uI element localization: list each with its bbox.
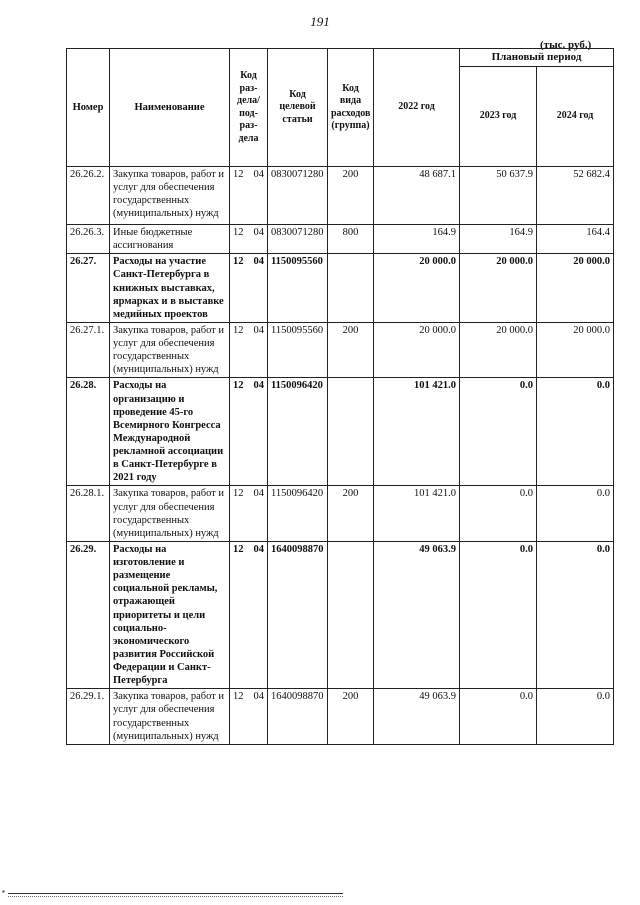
row-type-code: 200 (328, 689, 374, 745)
section-code: 12 (233, 380, 244, 392)
table-row (67, 225, 614, 254)
header-row-top (67, 49, 614, 67)
section-code: 12 (233, 169, 244, 180)
row-number: 26.26.2. (67, 167, 110, 225)
row-target-code: 1150096420 (268, 378, 328, 486)
row-2023: 0.0 (460, 486, 537, 542)
row-section-code (230, 689, 268, 745)
subsection-code: 04 (253, 691, 264, 703)
header-planned-period: Плановый период (460, 49, 614, 67)
subsection-code: 04 (253, 324, 264, 336)
table-body (67, 167, 614, 745)
row-2022: 20 000.0 (374, 254, 460, 323)
row-target-code: 1150095560 (268, 254, 328, 323)
row-2022: 164.9 (374, 225, 460, 254)
table-row (67, 486, 614, 542)
section-code: 12 (233, 256, 244, 268)
row-section-code (230, 167, 268, 225)
row-2022: 101 421.0 (374, 486, 460, 542)
row-section-code (230, 322, 268, 378)
row-2024: 0.0 (537, 541, 614, 688)
section-code: 12 (233, 691, 244, 703)
row-2023: 20 000.0 (460, 322, 537, 378)
table-row (67, 167, 614, 225)
row-name: Закупка товаров, работ и услуг для обеспечения государственных (муниципальных) нужд (110, 486, 230, 542)
row-number: 26.28. (67, 378, 110, 486)
table-row (67, 322, 614, 378)
footer-mark: ▪ (2, 887, 5, 896)
units-label: (тыс. руб.) (540, 39, 592, 51)
header-2023: 2023 год (460, 67, 537, 167)
row-number: 26.27.1. (67, 322, 110, 378)
row-2023: 50 637.9 (460, 167, 537, 225)
row-target-code: 0830071280 (268, 225, 328, 254)
row-2022: 48 687.1 (374, 167, 460, 225)
row-name: Иные бюджетные ассигнования (110, 225, 230, 254)
row-section-code (230, 254, 268, 323)
row-2024: 164.4 (537, 225, 614, 254)
row-name: Расходы на участие Санкт-Петербурга в книжных выставках, ярмарках и в выставке медийных проектов (110, 254, 230, 323)
row-section-code (230, 486, 268, 542)
row-type-code: 200 (328, 322, 374, 378)
row-2024: 0.0 (537, 378, 614, 486)
row-target-code: 1150095560 (268, 322, 328, 378)
row-type-code (328, 378, 374, 486)
subsection-code: 04 (253, 488, 264, 500)
subsection-code: 04 (253, 169, 264, 180)
table-row (67, 254, 614, 323)
row-2023: 164.9 (460, 225, 537, 254)
row-target-code: 0830071280 (268, 167, 328, 225)
section-code: 12 (233, 543, 244, 555)
row-2023: 0.0 (460, 689, 537, 745)
subsection-code: 04 (253, 227, 264, 238)
row-2024: 0.0 (537, 486, 614, 542)
row-2022: 49 063.9 (374, 541, 460, 688)
budget-table (66, 48, 614, 745)
header-type: Код вида расходов (группа) (328, 49, 374, 167)
row-2024: 20 000.0 (537, 322, 614, 378)
section-code: 12 (233, 227, 244, 238)
row-target-code: 1640098870 (268, 541, 328, 688)
row-2023: 0.0 (460, 378, 537, 486)
row-type-code: 200 (328, 486, 374, 542)
row-name: Закупка товаров, работ и услуг для обеспечения государственных (муниципальных) нужд (110, 689, 230, 745)
row-type-code: 800 (328, 225, 374, 254)
row-type-code (328, 254, 374, 323)
row-section-code (230, 378, 268, 486)
header-2024: 2024 год (537, 67, 614, 167)
subsection-code: 04 (253, 543, 264, 555)
row-2024: 0.0 (537, 689, 614, 745)
subsection-code: 04 (253, 256, 264, 268)
row-2024: 52 682.4 (537, 167, 614, 225)
row-number: 26.28.1. (67, 486, 110, 542)
page-number: 191 (310, 14, 330, 29)
row-section-code (230, 225, 268, 254)
row-number: 26.27. (67, 254, 110, 323)
table-row (67, 689, 614, 745)
subsection-code: 04 (253, 380, 264, 392)
header-target: Код целевой статьи (268, 49, 328, 167)
row-name: Расходы на изготовление и размещение социальной рекламы, отражающей приоритеты и цели социально-экономического развития Российской Федерации и Санкт-Петербурга (110, 541, 230, 688)
section-code: 12 (233, 488, 244, 500)
header-section: Код раз-дела/ под-раз-дела (230, 49, 268, 167)
row-2022: 49 063.9 (374, 689, 460, 745)
footer-rule (8, 893, 343, 897)
header-number: Номер (67, 49, 110, 167)
row-2023: 0.0 (460, 541, 537, 688)
row-number: 26.29. (67, 541, 110, 688)
row-target-code: 1640098870 (268, 689, 328, 745)
row-number: 26.26.3. (67, 225, 110, 254)
row-name: Расходы на организацию и проведение 45-го Всемирного Конгресса Международной рекламной ассоциации в Санкт-Петербурге в 2021 году (110, 378, 230, 486)
header-2022: 2022 год (374, 49, 460, 167)
row-type-code (328, 541, 374, 688)
table-row (67, 378, 614, 486)
row-name: Закупка товаров, работ и услуг для обеспечения государственных (муниципальных) нужд (110, 322, 230, 378)
row-number: 26.29.1. (67, 689, 110, 745)
section-code: 12 (233, 324, 244, 336)
row-2022: 20 000.0 (374, 322, 460, 378)
row-2024: 20 000.0 (537, 254, 614, 323)
header-name: Наименование (110, 49, 230, 167)
row-2023: 20 000.0 (460, 254, 537, 323)
row-type-code: 200 (328, 167, 374, 225)
row-name: Закупка товаров, работ и услуг для обеспечения государственных (муниципальных) нужд (110, 167, 230, 225)
row-target-code: 1150096420 (268, 486, 328, 542)
row-section-code (230, 541, 268, 688)
row-2022: 101 421.0 (374, 378, 460, 486)
table-row (67, 541, 614, 688)
